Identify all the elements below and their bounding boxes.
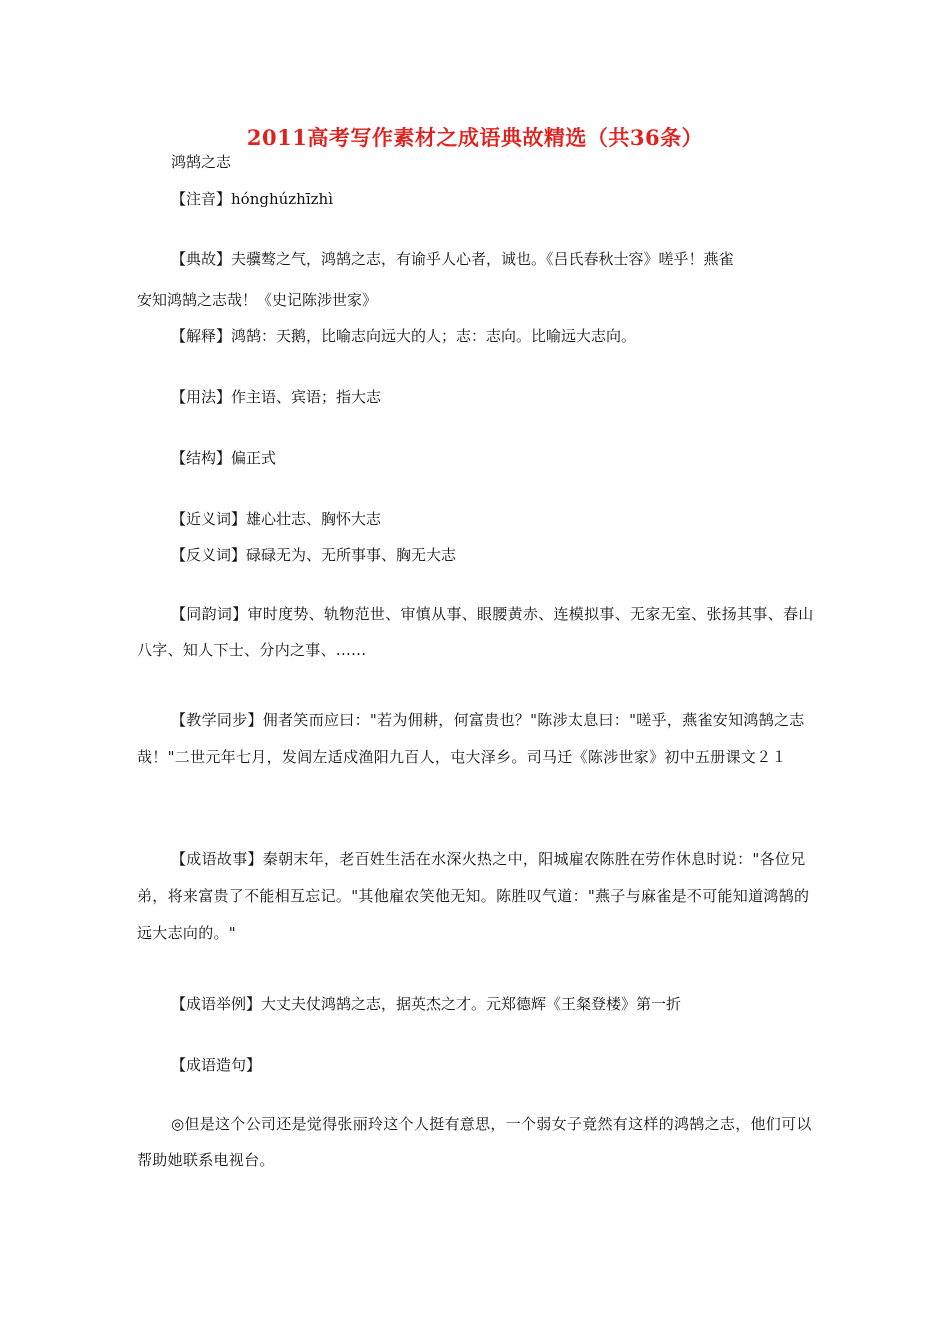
diangu-line-2: 安知鸿鹄之志哉！《史记陈涉世家》: [137, 291, 378, 309]
yongfa-line: 【用法】作主语、宾语；指大志: [171, 388, 382, 406]
jinyici-line: 【近义词】雄心壮志、胸怀大志: [171, 510, 382, 528]
gushi-paragraph: 【成语故事】秦朝末年，老百姓生活在水深火热之中，阳城雇农陈胜在劳作休息时说："各位兄弟，将来富贵了不能相互忘记。"其他雇农笑他无知。陈胜叹气道："燕子与麻雀是不可能知道鸿鹄的远大志向的。": [137, 850, 810, 942]
fanyici-line: 【反义词】碌碌无为、无所事事、胸无大志: [171, 546, 457, 564]
zaoju-example-paragraph: ◎但是这个公司还是觉得张丽玲这个人挺有意思，一个弱女子竟然有这样的鸿鹄之志，他们可以帮助她联系电视台。: [137, 1115, 812, 1169]
tongyunci-paragraph: 【同韵词】审时度势、轨物范世、审慎从事、眼腰黄赤、连模拟事、无家无室、张扬其事、春山八字、知人下士、分内之事、......: [137, 605, 814, 659]
pinyin-line: 【注音】hónghúzhīzhì: [171, 190, 333, 208]
jiaoxue-paragraph: 【教学同步】佣者笑而应曰："若为佣耕，何富贵也？"陈涉太息曰："嗟乎，燕雀安知鸿鹄之志哉！"二世元年七月，发闾左适戍渔阳九百人，屯大泽乡。司马迁《陈涉世家》初中五册课文２１: [137, 711, 805, 766]
jiegou-line: 【结构】偏正式: [171, 449, 277, 467]
document-title: 2011高考写作素材之成语典故精选（共36条）: [246, 125, 704, 150]
jieshi-line: 【解释】鸿鹄：天鹅，比喻志向远大的人；志：志向。比喻远大志向。: [171, 327, 637, 345]
zaoju-label: 【成语造句】: [171, 1056, 262, 1074]
juli-line: 【成语举例】大丈夫仗鸿鹄之志，据英杰之才。元郑德辉《王粲登楼》第一折: [171, 995, 682, 1013]
diangu-line-1: 【典故】夫骥骜之气，鸿鹄之志，有谕乎人心者，诚也。《吕氏春秋士容》嗟乎！燕雀: [171, 250, 734, 268]
idiom-heading: 鸿鹄之志: [171, 153, 232, 171]
